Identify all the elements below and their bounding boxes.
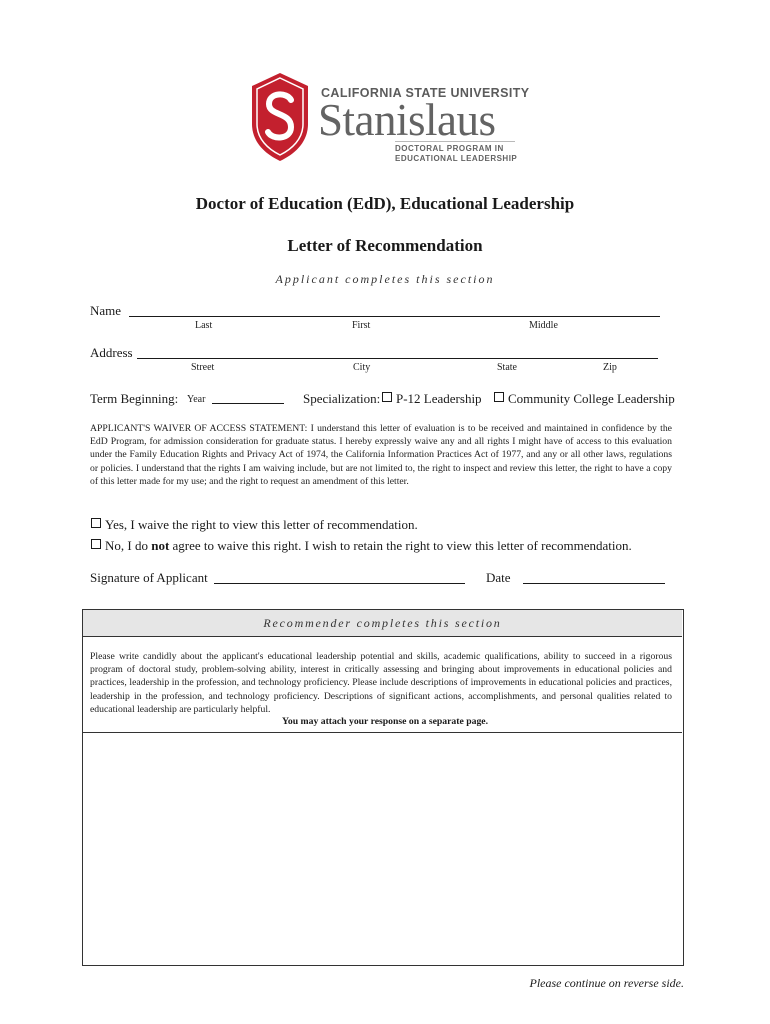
attach-note: You may attach your response on a separate page. [281,716,489,727]
logo-divider [395,141,515,142]
waive-yes-option[interactable]: Yes, I waive the right to view this letter of recommendation. [91,517,418,533]
logo-campus-name: Stanislaus [318,95,496,145]
signature-label: Signature of Applicant [90,570,208,585]
university-shield-logo [251,72,309,162]
signature-input-line[interactable] [214,583,465,584]
logo-university-text: CALIFORNIA STATE UNIVERSITY [321,86,530,100]
name-sub-middle: Middle [529,320,558,331]
date-input-line[interactable] [523,583,665,584]
community-college-checkbox[interactable] [494,392,504,402]
address-sub-state: State [497,362,517,373]
continue-note: Please continue on reverse side. [529,976,684,990]
recommender-section-label: Recommender completes this section [83,610,682,637]
specialization-label: Specialization: [303,391,381,406]
address-sub-street: Street [191,362,215,373]
waive-yes-checkbox[interactable] [91,518,101,528]
applicant-section-label: Applicant completes this section [275,272,495,286]
address-sub-zip: Zip [603,362,617,373]
document-subtitle: Letter of Recommendation [287,236,483,255]
document-title: Doctor of Education (EdD), Educational Leadership [195,194,575,213]
specialization-option-community-college[interactable]: Community College Leadership [494,391,675,407]
name-sub-first: First [352,320,371,331]
name-sub-last: Last [195,320,213,331]
name-label: Name [90,303,122,318]
recommender-instructions: Please write candidly about the applicant's educational leadership potential and skills, academic qualifications, ability to succeed in a rigorous program of doctoral study, problem-solving ability, interest in critically assessing and bringing about improvements in educational policies and practices, leadership in the profession, and technology proficiency. Please include descriptions of improvements in educational policies and practices, leadership in the profession, and technology proficiency. Descriptions of significant actions, accomplishments, and personal qualities related to educational leadership are particularly helpful. [90,651,672,715]
waive-no-checkbox[interactable] [91,539,101,549]
waive-no-option[interactable]: No, I do not agree to waive this right. I wish to retain the right to view this letter of recommendation. [91,538,632,554]
logo-program-text: DOCTORAL PROGRAM IN EDUCATIONAL LEADERSHIP [395,144,518,163]
p12-checkbox[interactable] [382,392,392,402]
specialization-option-p12[interactable]: P-12 Leadership [382,391,482,407]
address-sub-city: City [353,362,371,373]
address-input-line[interactable] [137,358,658,359]
name-input-line[interactable] [129,316,660,317]
waiver-statement: APPLICANT'S WAIVER OF ACCESS STATEMENT: I understand this letter of evaluation is to be received and maintained in confidence by the EdD Program, for admission consideration for graduate status. I hereby expressly waive any and all rights I might have of access to this evaluation under the Family Education Rights and Privacy Act of 1974, the California Information Practices Act of 1977, and any or all other laws, regulations or policies. I understand that the rights I am waiving include, but are not limited to, the right to inspect and review this letter, the right to have a copy of this letter made for my use; and the right to request an amendment of this letter. [90,423,672,487]
term-beginning-label: Term Beginning: [90,391,179,406]
response-area-divider [83,732,682,733]
term-year-input-line[interactable] [212,403,284,404]
response-area[interactable] [84,734,681,963]
address-label: Address [90,345,133,360]
date-label: Date [486,570,511,585]
term-year-label: Year [187,394,206,405]
